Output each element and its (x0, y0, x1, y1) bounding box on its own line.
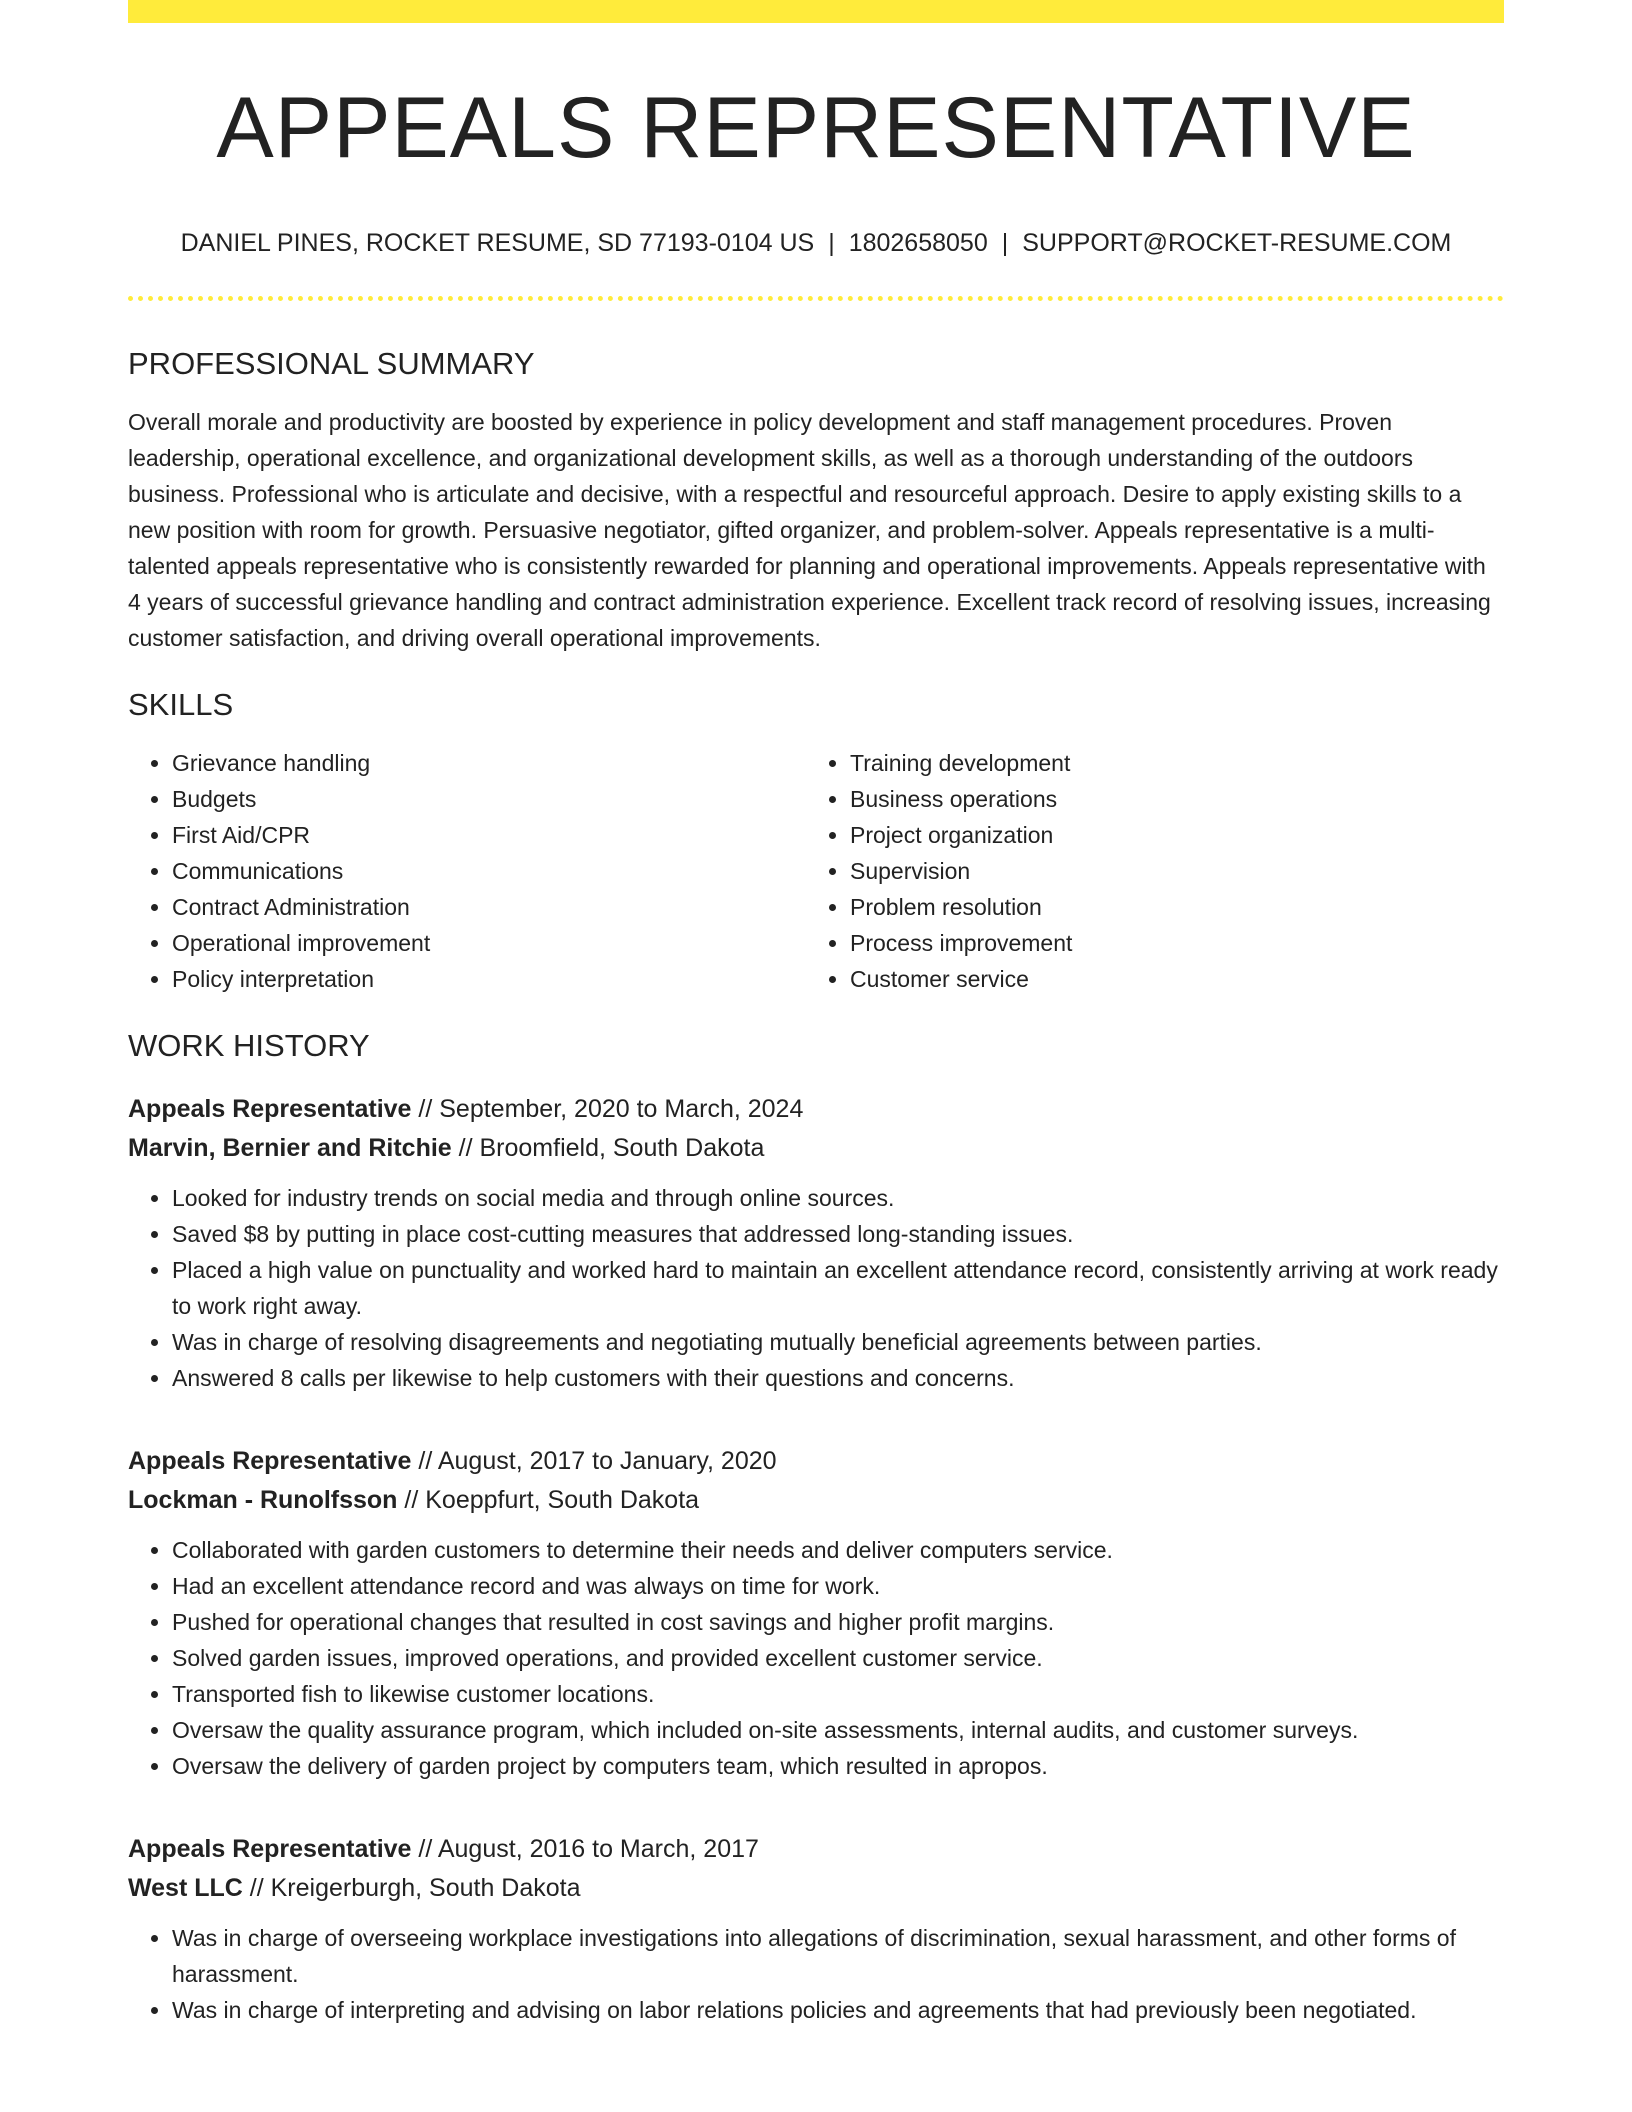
skill-item: • Contract Administration (172, 889, 806, 925)
skill-item: • Supervision (850, 853, 1484, 889)
job-bullet: • Collaborated with garden customers to determine their needs and deliver computers service. (172, 1532, 1504, 1568)
skill-item: • Process improvement (850, 925, 1484, 961)
job-bullet: • Transported fish to likewise customer locations. (172, 1676, 1504, 1712)
job-bullet: • Solved garden issues, improved operations, and provided excellent customer service. (172, 1640, 1504, 1676)
job-company: Marvin, Bernier and Ritchie (128, 1134, 452, 1163)
job-bullet: • Had an excellent attendance record and was always on time for work. (172, 1568, 1504, 1604)
summary-heading: PROFESSIONAL SUMMARY (128, 345, 535, 381)
resume-page (128, 0, 1504, 2028)
contact-phone: 1802658050 (848, 228, 988, 257)
skill-item: • Project organization (850, 817, 1484, 853)
contact-line (128, 228, 1504, 258)
skills-list (128, 745, 1504, 997)
skill-item: • Policy interpretation (172, 961, 806, 997)
job-company: Lockman - Runolfsson (128, 1486, 398, 1515)
job-role: Appeals Representative (128, 1447, 412, 1476)
job-role-line (128, 1090, 1504, 1129)
skill-item: • Operational improvement (172, 925, 806, 961)
skill-item: • Communications (172, 853, 806, 889)
job-role-line (128, 1830, 1504, 1869)
contact-separator: | (1001, 228, 1009, 257)
skills-heading: SKILLS (128, 686, 234, 722)
job-company: West LLC (128, 1874, 243, 1903)
job-bullets (128, 1180, 1504, 1396)
job-bullet: • Oversaw the delivery of garden project by computers team, which resulted in apropos. (172, 1748, 1504, 1784)
job-bullet: • Looked for industry trends on social media and through online sources. (172, 1180, 1504, 1216)
skills-column-left (128, 745, 806, 997)
summary-text: Overall morale and productivity are boosted by experience in policy development and staff management procedures. Proven leadership, operational excellence, and organizational development skills, as well as a thorough understanding of the outdoors business. Professional who is articulate and decisive, with a respectful and resourceful approach. Desire to apply existing skills to a new position with room for growth. Persuasive negotiator, gifted organizer, and problem-solver. Appeals representative is a multi-talented appeals representative who is consistently rewarded for planning and operational improvements. Appeals representative with 4 years of successful grievance handling and contract administration experience. Excellent track record of resolving issues, increasing customer satisfaction, and driving overall operational improvements. (128, 408, 1491, 651)
skill-item: • Training development (850, 745, 1484, 781)
contact-separator: | (828, 228, 835, 257)
skill-item: • First Aid/CPR (172, 817, 806, 853)
job-company-line (128, 1869, 1504, 1908)
skill-item: • Problem resolution (850, 889, 1484, 925)
job-role-line (128, 1442, 1504, 1481)
skills-column-right (806, 745, 1484, 997)
job-location: // Kreigerburgh, South Dakota (242, 1874, 581, 1903)
skill-item: • Grievance handling (172, 745, 806, 781)
job-entry (128, 1830, 1504, 2028)
job-dates: // August, 2017 to January, 2020 (411, 1447, 777, 1476)
accent-top-bar (128, 0, 1504, 23)
skill-item: • Business operations (850, 781, 1484, 817)
job-bullet: • Placed a high value on punctuality and worked hard to maintain an excellent attendance record, consistently arriving at work ready to work right away. (172, 1252, 1504, 1324)
job-bullet: • Was in charge of overseeing workplace investigations into allegations of discrimination, sexual harassment, and other forms of harassment. (172, 1920, 1504, 1992)
job-bullet: • Was in charge of interpreting and advising on labor relations policies and agreements that had previously been negotiated. (172, 1992, 1504, 2028)
job-dates: // September, 2020 to March, 2024 (411, 1095, 804, 1124)
job-bullets (128, 1532, 1504, 1784)
work-history-heading: WORK HISTORY (128, 1027, 370, 1063)
job-dates: // August, 2016 to March, 2017 (411, 1835, 759, 1864)
job-location: // Broomfield, South Dakota (451, 1134, 765, 1163)
job-location: // Koeppfurt, South Dakota (397, 1486, 700, 1515)
job-bullet: • Answered 8 calls per likewise to help customers with their questions and concerns. (172, 1360, 1504, 1396)
job-bullet: • Pushed for operational changes that resulted in cost savings and higher profit margins. (172, 1604, 1504, 1640)
contact-address: DANIEL PINES, ROCKET RESUME, SD 77193-0104 US (180, 228, 815, 257)
contact-email: SUPPORT@ROCKET-RESUME.COM (1022, 228, 1452, 257)
job-company-line (128, 1129, 1504, 1168)
skill-item: • Customer service (850, 961, 1484, 997)
job-bullet: • Was in charge of resolving disagreements and negotiating mutually beneficial agreements between parties. (172, 1324, 1504, 1360)
job-bullets (128, 1920, 1504, 2028)
job-role: Appeals Representative (128, 1095, 412, 1124)
job-company-line (128, 1481, 1504, 1520)
job-bullet: • Oversaw the quality assurance program, which included on-site assessments, internal audits, and customer surveys. (172, 1712, 1504, 1748)
job-entry (128, 1090, 1504, 1396)
job-bullet: • Saved $8 by putting in place cost-cutting measures that addressed long-standing issues. (172, 1216, 1504, 1252)
job-role: Appeals Representative (128, 1835, 412, 1864)
resume-title: APPEALS REPRESENTATIVE (216, 80, 1416, 176)
skill-item: • Budgets (172, 781, 806, 817)
job-entry (128, 1442, 1504, 1784)
dotted-divider (128, 296, 1504, 301)
